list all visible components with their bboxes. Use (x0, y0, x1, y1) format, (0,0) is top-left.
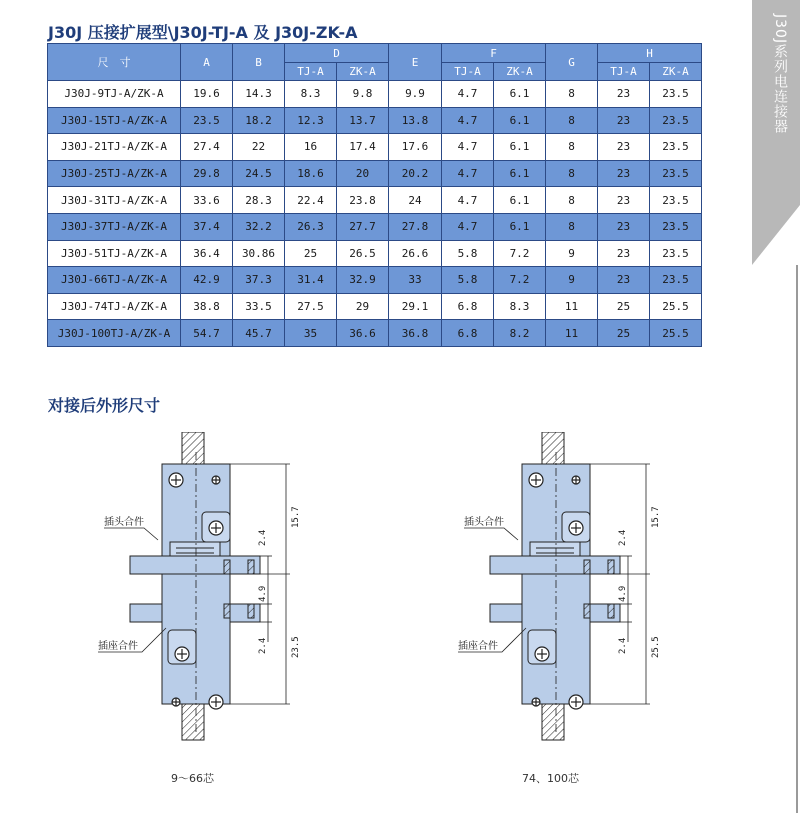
cell: 23.5 (650, 107, 702, 134)
cell: 4.7 (442, 187, 494, 214)
cell: 23.5 (650, 213, 702, 240)
cell: 23.5 (650, 187, 702, 214)
cell: 27.4 (181, 134, 233, 161)
cell: 18.6 (285, 160, 337, 187)
dim-bottom: 25.5 (651, 636, 661, 658)
header-g: G (546, 44, 598, 81)
cell: 26.5 (337, 240, 389, 267)
cell: 32.2 (233, 213, 285, 240)
cell: 23 (598, 240, 650, 267)
drawing-caption-2: 74、100芯 (522, 772, 579, 785)
cell-model: J30J-25TJ-A/ZK-A (48, 160, 181, 187)
cell: 8.3 (285, 81, 337, 108)
cell: 23.5 (650, 267, 702, 294)
dim-a: 2.4 (618, 529, 628, 546)
cell: 9 (546, 240, 598, 267)
cell: 27.7 (337, 213, 389, 240)
cell: 5.8 (442, 267, 494, 294)
cell: 4.7 (442, 213, 494, 240)
cell: 23.5 (650, 81, 702, 108)
cell: 4.7 (442, 107, 494, 134)
cell: 4.7 (442, 160, 494, 187)
cell: 42.9 (181, 267, 233, 294)
cell: 35 (285, 320, 337, 347)
cell: 26.3 (285, 213, 337, 240)
cell: 24 (389, 187, 442, 214)
cell: 8 (546, 134, 598, 161)
dim-top: 15.7 (291, 506, 301, 528)
cell: 36.6 (337, 320, 389, 347)
cell: 6.1 (494, 81, 546, 108)
table-row (48, 107, 702, 134)
cell-model: J30J-66TJ-A/ZK-A (48, 267, 181, 294)
dim-mid: 4.9 (258, 585, 268, 602)
cell-model: J30J-31TJ-A/ZK-A (48, 187, 181, 214)
cell: 6.1 (494, 213, 546, 240)
cell: 17.6 (389, 134, 442, 161)
cell: 27.5 (285, 293, 337, 320)
cell: 19.6 (181, 81, 233, 108)
cell: 29.1 (389, 293, 442, 320)
cell: 6.8 (442, 320, 494, 347)
cell: 4.7 (442, 81, 494, 108)
sidebar-label: J30J系列电连接器 (772, 14, 788, 135)
cell: 36.4 (181, 240, 233, 267)
cell: 25.5 (650, 293, 702, 320)
cell-model: J30J-21TJ-A/ZK-A (48, 134, 181, 161)
socket-assembly-label: 插座合件 (458, 641, 498, 652)
cell: 23 (598, 187, 650, 214)
sidebar-tab-point (752, 205, 800, 265)
cell-model: J30J-74TJ-A/ZK-A (48, 293, 181, 320)
table-row (48, 187, 702, 214)
cell: 6.1 (494, 187, 546, 214)
table-row (48, 240, 702, 267)
cell: 8.2 (494, 320, 546, 347)
table-row (48, 320, 702, 347)
cell-model: J30J-15TJ-A/ZK-A (48, 107, 181, 134)
cell: 8 (546, 213, 598, 240)
page-title: J30J 压接扩展型\J30J-TJ-A 及 J30J-ZK-A (48, 23, 358, 42)
cell: 25.5 (650, 320, 702, 347)
cell: 31.4 (285, 267, 337, 294)
cell: 6.1 (494, 160, 546, 187)
sidebar-rule (796, 265, 798, 813)
header-h-zk: ZK-A (650, 63, 702, 81)
dim-top: 15.7 (651, 506, 661, 528)
cable-bottom (182, 704, 204, 740)
cell: 24.5 (233, 160, 285, 187)
cell: 23.8 (337, 187, 389, 214)
cell-model: J30J-100TJ-A/ZK-A (48, 320, 181, 347)
header-size: 尺 寸 (48, 44, 181, 81)
dim-bottom: 23.5 (291, 636, 301, 658)
cell: 18.2 (233, 107, 285, 134)
cell: 13.8 (389, 107, 442, 134)
cell: 23 (598, 81, 650, 108)
cell: 23.5 (650, 240, 702, 267)
cell: 14.3 (233, 81, 285, 108)
cell: 5.8 (442, 240, 494, 267)
cell: 22.4 (285, 187, 337, 214)
cell: 33.5 (233, 293, 285, 320)
cell: 20 (337, 160, 389, 187)
section-title: 对接后外形尺寸 (48, 396, 161, 415)
cell: 23.5 (650, 160, 702, 187)
header-f: F (442, 44, 546, 63)
dim-b: 2.4 (618, 637, 628, 654)
cell: 6.1 (494, 107, 546, 134)
header-h: H (598, 44, 702, 63)
table-row (48, 81, 702, 108)
cell: 8 (546, 81, 598, 108)
cell: 29.8 (181, 160, 233, 187)
header-d: D (285, 44, 389, 63)
cell: 13.7 (337, 107, 389, 134)
cell: 23.5 (181, 107, 233, 134)
cell: 23.5 (650, 134, 702, 161)
cell: 12.3 (285, 107, 337, 134)
table-row (48, 134, 702, 161)
cell: 54.7 (181, 320, 233, 347)
cell: 7.2 (494, 240, 546, 267)
cell: 36.8 (389, 320, 442, 347)
drawing-caption-1: 9～66芯 (171, 772, 214, 785)
cell: 23 (598, 134, 650, 161)
cell: 32.9 (337, 267, 389, 294)
cell: 11 (546, 293, 598, 320)
dim-mid: 4.9 (618, 585, 628, 602)
cell: 26.6 (389, 240, 442, 267)
cell: 8.3 (494, 293, 546, 320)
table-row (48, 293, 702, 320)
mating-flange-top (490, 556, 620, 574)
cell-model: J30J-51TJ-A/ZK-A (48, 240, 181, 267)
header-f-tj: TJ-A (442, 63, 494, 81)
mating-flange-top (130, 556, 260, 574)
cell: 23 (598, 267, 650, 294)
cell: 7.2 (494, 267, 546, 294)
cell: 6.1 (494, 134, 546, 161)
cell: 8 (546, 187, 598, 214)
cell: 25 (598, 293, 650, 320)
cell-model: J30J-9TJ-A/ZK-A (48, 81, 181, 108)
cable-bottom (542, 704, 564, 740)
cell: 22 (233, 134, 285, 161)
plug-assembly-label: 插头合件 (464, 517, 504, 528)
cell-model: J30J-37TJ-A/ZK-A (48, 213, 181, 240)
header-b: B (233, 44, 285, 81)
cell: 28.3 (233, 187, 285, 214)
mated-outline-drawing-2 (450, 432, 680, 750)
header-f-zk: ZK-A (494, 63, 546, 81)
dim-b: 2.4 (258, 637, 268, 654)
table-row (48, 160, 702, 187)
cell: 37.4 (181, 213, 233, 240)
dimension-table (47, 43, 702, 347)
cell: 6.8 (442, 293, 494, 320)
header-h-tj: TJ-A (598, 63, 650, 81)
cell: 25 (285, 240, 337, 267)
cell: 9.9 (389, 81, 442, 108)
header-d-tj: TJ-A (285, 63, 337, 81)
cell: 16 (285, 134, 337, 161)
cell: 8 (546, 160, 598, 187)
cell: 27.8 (389, 213, 442, 240)
dim-a: 2.4 (258, 529, 268, 546)
header-a: A (181, 44, 233, 81)
cell: 33 (389, 267, 442, 294)
cell: 33.6 (181, 187, 233, 214)
cell: 30.86 (233, 240, 285, 267)
mated-outline-drawing-1 (90, 432, 320, 750)
cell: 8 (546, 107, 598, 134)
cell: 23 (598, 107, 650, 134)
cell: 9 (546, 267, 598, 294)
cell: 11 (546, 320, 598, 347)
cell: 45.7 (233, 320, 285, 347)
cell: 23 (598, 160, 650, 187)
plug-assembly-label: 插头合件 (104, 517, 144, 528)
cell: 29 (337, 293, 389, 320)
cable-top (542, 432, 564, 464)
table-row (48, 267, 702, 294)
cell: 38.8 (181, 293, 233, 320)
cable-top (182, 432, 204, 464)
cell: 17.4 (337, 134, 389, 161)
header-e: E (389, 44, 442, 81)
cell: 4.7 (442, 134, 494, 161)
header-d-zk: ZK-A (337, 63, 389, 81)
socket-assembly-label: 插座合件 (98, 641, 138, 652)
cell: 25 (598, 320, 650, 347)
cell: 37.3 (233, 267, 285, 294)
table-row (48, 213, 702, 240)
cell: 20.2 (389, 160, 442, 187)
cell: 23 (598, 213, 650, 240)
cell: 9.8 (337, 81, 389, 108)
